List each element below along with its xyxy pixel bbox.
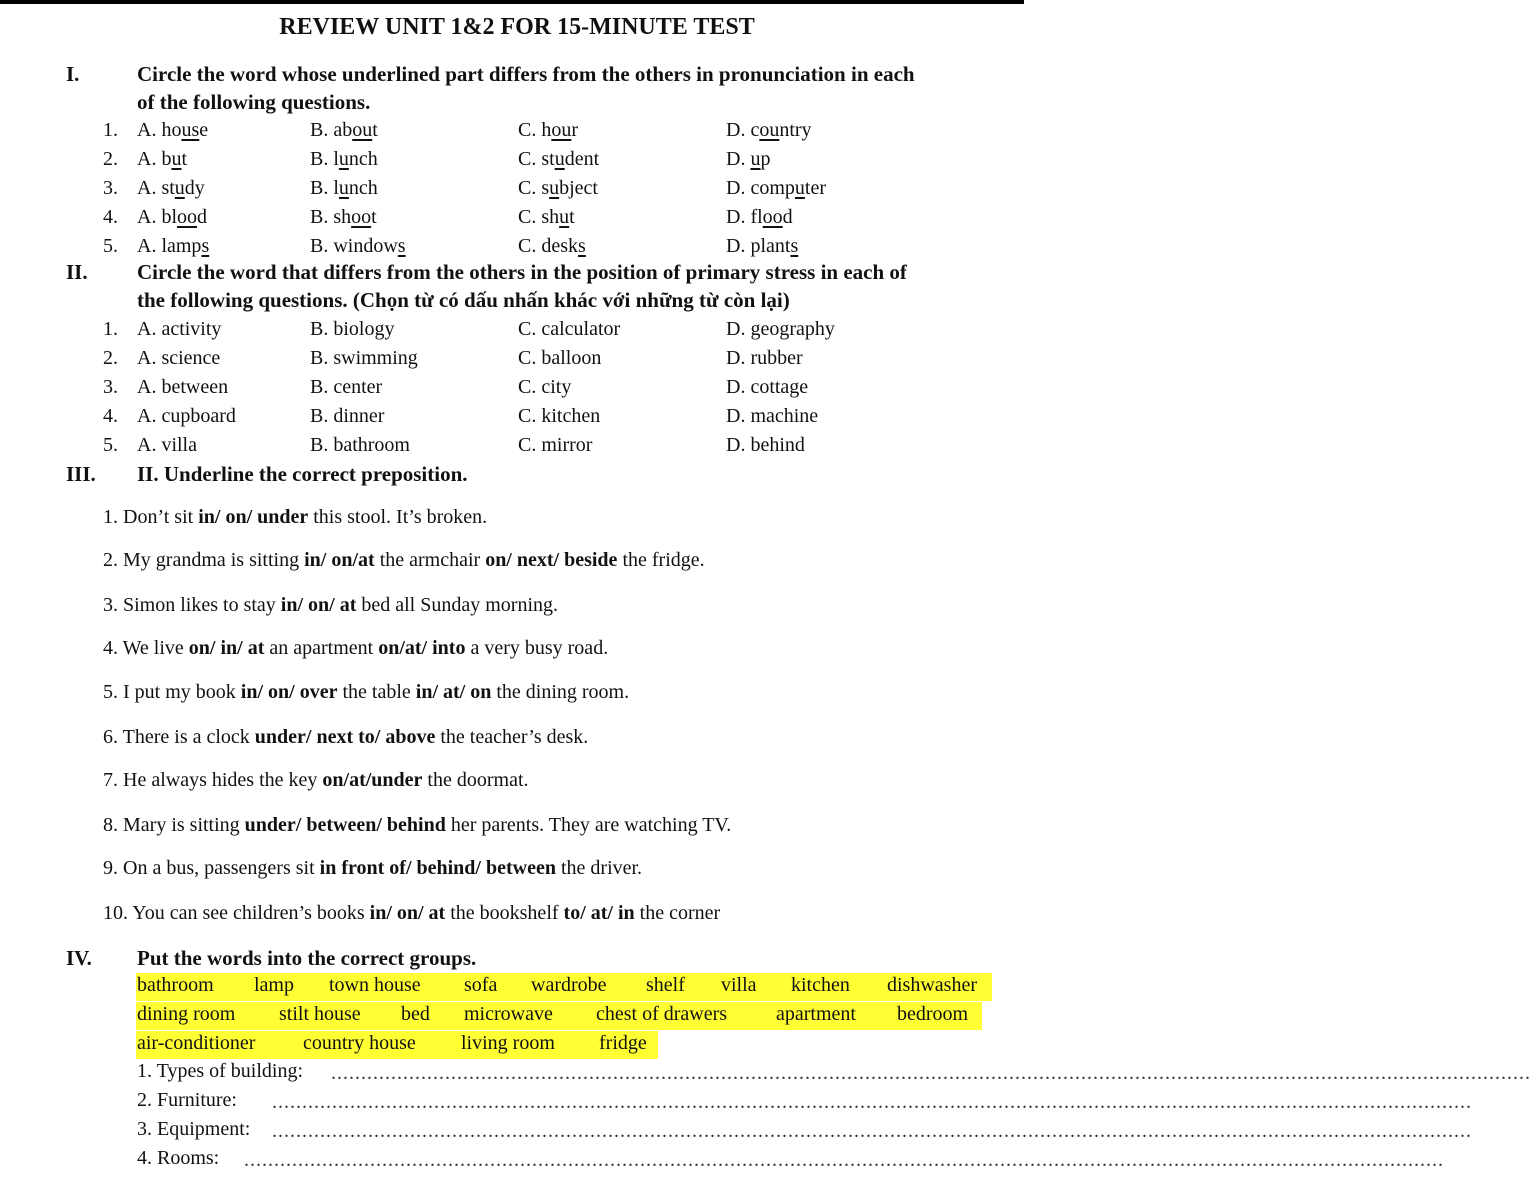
sentence-text: 7. He always hides the key [103,769,323,791]
sentence-text: 4. We live [103,637,189,659]
question-row [0,148,1024,176]
underlined-part: us [181,119,200,141]
option-text: D. fl [726,206,763,228]
question-number: 2. [103,148,118,170]
option-text: C. sh [518,206,560,228]
option-d[interactable] [726,119,812,142]
option-a[interactable] [137,235,209,258]
option-text: B. ab [310,119,353,141]
option-text: ter [804,177,826,199]
option-b[interactable] [310,206,377,229]
sentence [103,594,558,617]
word-item[interactable]: bed [401,1003,430,1025]
word-item[interactable]: apartment [776,1003,856,1025]
question-number: 5. [103,235,118,257]
word-item[interactable]: lamp [254,974,294,996]
option-b[interactable]: B. center [310,376,383,398]
word-item[interactable]: dishwasher [887,974,977,996]
underlined-part: oo [177,206,197,228]
option-d[interactable]: D. cottage [726,376,809,398]
sentence-text: 2. My grandma is sitting [103,549,305,571]
option-text: B. window [310,235,398,257]
underlined-part: s [397,235,406,257]
option-d[interactable] [726,206,793,229]
word-item[interactable]: shelf [646,974,685,996]
word-item[interactable]: country house [303,1032,416,1054]
sentence-text: the corner [634,902,721,924]
preposition-choices[interactable]: in front of/ behind/ between [319,857,556,879]
preposition-choices[interactable]: in/ at/ on [415,681,492,703]
word-item[interactable]: bathroom [137,974,214,996]
sentence-text: 9. On a bus, passengers sit [103,857,320,879]
highlighted-word-row [136,1031,658,1059]
sentence-text: the teacher’s desk. [435,726,589,748]
option-text: dent [564,148,600,170]
section-numeral: III. [66,462,96,486]
sentence-text: an apartment [264,637,379,659]
option-text: t [372,119,378,141]
answer-line[interactable]: ........................................................................................................................................................................................................ [244,1149,1444,1171]
sentence [103,857,642,880]
sentence-text: 5. I put my book [103,681,241,703]
preposition-choices[interactable]: on/at/under [322,769,423,791]
option-text: r [571,119,579,141]
sentence-text: the doormat. [422,769,529,791]
option-c[interactable]: C. calculator [518,318,621,340]
option-a[interactable] [137,177,205,200]
option-d[interactable]: D. rubber [726,347,803,369]
question-number: 4. [103,206,118,228]
underlined-part: u [171,148,182,170]
option-text: A. b [137,148,172,170]
answer-line[interactable]: ........................................................................................................................................................................................................ [272,1091,1472,1113]
option-text: C. desk [518,235,578,257]
sentence-text: 1. Don’t sit [103,506,199,528]
sentence-text: 3. Simon likes to stay [103,594,281,616]
option-text: A. st [137,177,175,199]
question-number: 2. [103,347,118,369]
option-text: d [782,206,793,228]
option-c[interactable] [518,148,599,171]
option-text: B. l [310,177,339,199]
section-heading: Circle the word whose underlined part differs from the others in pronunciation in each [137,62,915,86]
option-text: bject [559,177,598,199]
option-text: B. sh [310,206,352,228]
question-row [0,206,1024,234]
underlined-part: oo [762,206,783,228]
question-row [0,405,1024,433]
section-numeral: IV. [66,946,92,970]
sentence-text: 10. You can see children’s books [103,902,370,924]
highlighted-word-row [136,1002,982,1030]
sentence [103,814,731,837]
preposition-choices[interactable]: under/ between/ behind [244,814,446,836]
sentence [103,769,529,792]
question-number: 5. [103,434,118,456]
sentence-text: the fridge. [617,549,705,571]
sentence [103,506,487,529]
option-text: e [199,119,209,141]
preposition-choices[interactable]: on/at/ into [378,637,466,659]
sentence [103,549,705,572]
sentence-text: 8. Mary is sitting [103,814,245,836]
option-text: A. bl [137,206,177,228]
section-heading: Circle the word that differs from the others in the position of primary stress in each of [137,260,907,284]
option-c[interactable] [518,235,586,258]
word-item[interactable]: bedroom [897,1003,969,1025]
option-text: D. c [726,119,760,141]
word-item[interactable]: air-conditioner [137,1032,256,1054]
question-number: 3. [103,177,118,199]
option-d[interactable]: D. machine [726,405,819,427]
section-heading-cont: of the following questions. [137,90,371,114]
option-d[interactable]: D. geography [726,318,835,340]
underlined-part: u [554,148,565,170]
option-text: D. plant [726,235,791,257]
option-text: ntry [779,119,812,141]
option-text: p [760,148,771,170]
option-text: t [569,206,575,228]
word-item[interactable]: wardrobe [531,974,607,996]
option-b[interactable] [310,177,378,200]
question-row [0,434,1024,462]
word-item[interactable]: town house [329,974,421,996]
page-title: REVIEW UNIT 1&2 FOR 15-MINUTE TEST [279,14,755,40]
option-a[interactable]: A. between [137,376,229,398]
preposition-choices[interactable]: on/ in/ at [188,637,265,659]
section-heading-cont: the following questions. (Chọn từ có dấu nhấn khác với những từ còn lại) [137,288,790,312]
word-item[interactable]: sofa [464,974,498,996]
option-text: B. l [310,148,339,170]
underlined-part: oo [351,206,372,228]
option-b[interactable]: B. swimming [310,347,418,369]
group-label: 4. Rooms: [137,1147,220,1169]
preposition-choices[interactable]: in/ on/ at [280,594,357,616]
underlined-part: ou [759,119,780,141]
question-row [0,177,1024,205]
option-a[interactable] [137,148,187,171]
word-item[interactable]: villa [721,974,757,996]
option-a[interactable]: A. science [137,347,221,369]
underlined-part: u [559,206,570,228]
option-text: A. lamp [137,235,202,257]
option-b[interactable] [310,235,406,258]
option-b[interactable] [310,119,378,142]
preposition-choices[interactable]: under/ next to/ above [254,726,436,748]
sentence-text: the bookshelf [445,902,564,924]
highlighted-word-row [136,973,992,1001]
question-row [0,347,1024,375]
option-b[interactable]: B. dinner [310,405,385,427]
option-b[interactable]: B. biology [310,318,395,340]
question-row [0,119,1024,147]
section-numeral: II. [66,260,88,284]
option-c[interactable] [518,177,598,200]
sentence-text: her parents. They are watching TV. [445,814,732,836]
underlined-part: s [578,235,586,257]
option-text: C. st [518,148,555,170]
option-text: D. comp [726,177,795,199]
question-number: 1. [103,119,118,141]
option-b[interactable] [310,148,378,171]
underlined-part: ou [352,119,373,141]
underlined-part: ou [551,119,572,141]
top-border [0,0,1024,4]
option-text: t [181,148,188,170]
word-item[interactable]: living room [461,1032,555,1054]
option-a[interactable]: A. villa [137,434,197,456]
sentence-text: a very busy road. [465,637,609,659]
question-number: 1. [103,318,118,340]
underlined-part: s [201,235,210,257]
option-d[interactable] [726,177,826,200]
word-item[interactable]: fridge [599,1032,647,1054]
underlined-part: u [174,177,185,199]
question-row [0,318,1024,346]
group-label: 2. Furniture: [137,1089,237,1111]
option-d[interactable]: D. behind [726,434,805,456]
preposition-choices[interactable]: in/ on/ over [240,681,338,703]
option-text: nch [348,148,378,170]
preposition-choices[interactable]: in/ on/at [304,549,375,571]
preposition-choices[interactable]: to/ at/ in [563,902,635,924]
option-c[interactable] [518,206,575,229]
section-numeral: I. [66,62,80,86]
sentence-text: the driver. [555,857,643,879]
option-a[interactable] [137,119,208,142]
underlined-part: u [549,177,560,199]
option-a[interactable] [137,206,207,229]
section-heading: II. Underline the correct preposition. [137,462,468,486]
underlined-part: s [790,235,799,257]
question-row [0,235,1024,263]
option-b[interactable]: B. bathroom [310,434,410,456]
word-item[interactable]: kitchen [791,974,850,996]
answer-line[interactable]: ........................................................................................................................................................................................................ [331,1062,1531,1084]
group-label: 1. Types of building: [137,1060,304,1082]
option-a[interactable]: A. cupboard [137,405,236,427]
option-text: nch [348,177,378,199]
preposition-choices[interactable]: in/ on/ at [369,902,446,924]
option-text: t [371,206,377,228]
sentence-text: 6. There is a clock [103,726,255,748]
sentence [103,681,629,704]
sentence-text: the armchair [374,549,486,571]
option-text: C. h [518,119,552,141]
option-c[interactable]: C. kitchen [518,405,601,427]
sentence-text: the table [337,681,416,703]
preposition-choices[interactable]: on/ next/ beside [485,549,618,571]
word-item[interactable]: stilt house [279,1003,361,1025]
word-item[interactable]: chest of drawers [596,1003,728,1025]
sentence [103,637,608,660]
sentence-text: this stool. It’s broken. [308,506,488,528]
underlined-part: u [338,177,349,199]
word-item[interactable]: microwave [464,1003,553,1025]
option-c[interactable]: C. city [518,376,572,398]
option-text: D. [726,148,751,170]
sentence-text: bed all Sunday morning. [356,594,559,616]
option-c[interactable] [518,119,578,142]
preposition-choices[interactable]: in/ on/ under [198,506,309,528]
group-label: 3. Equipment: [137,1118,251,1140]
sentence-text: the dining room. [491,681,630,703]
option-c[interactable]: C. mirror [518,434,593,456]
section-heading: Put the words into the correct groups. [137,946,477,970]
underlined-part: u [750,148,761,170]
question-number: 4. [103,405,118,427]
question-row [0,376,1024,404]
option-text: d [197,206,207,228]
answer-line[interactable]: ........................................................................................................................................................................................................ [272,1120,1472,1142]
option-text: C. s [518,177,550,199]
word-item[interactable]: dining room [137,1003,236,1025]
option-d[interactable] [726,148,770,171]
question-number: 3. [103,376,118,398]
sentence [103,902,720,925]
option-text: A. ho [137,119,182,141]
underlined-part: u [794,177,805,199]
option-c[interactable]: C. balloon [518,347,602,369]
option-a[interactable]: A. activity [137,318,222,340]
option-d[interactable] [726,235,798,258]
option-text: dy [184,177,205,199]
sentence [103,726,588,749]
underlined-part: u [338,148,349,170]
